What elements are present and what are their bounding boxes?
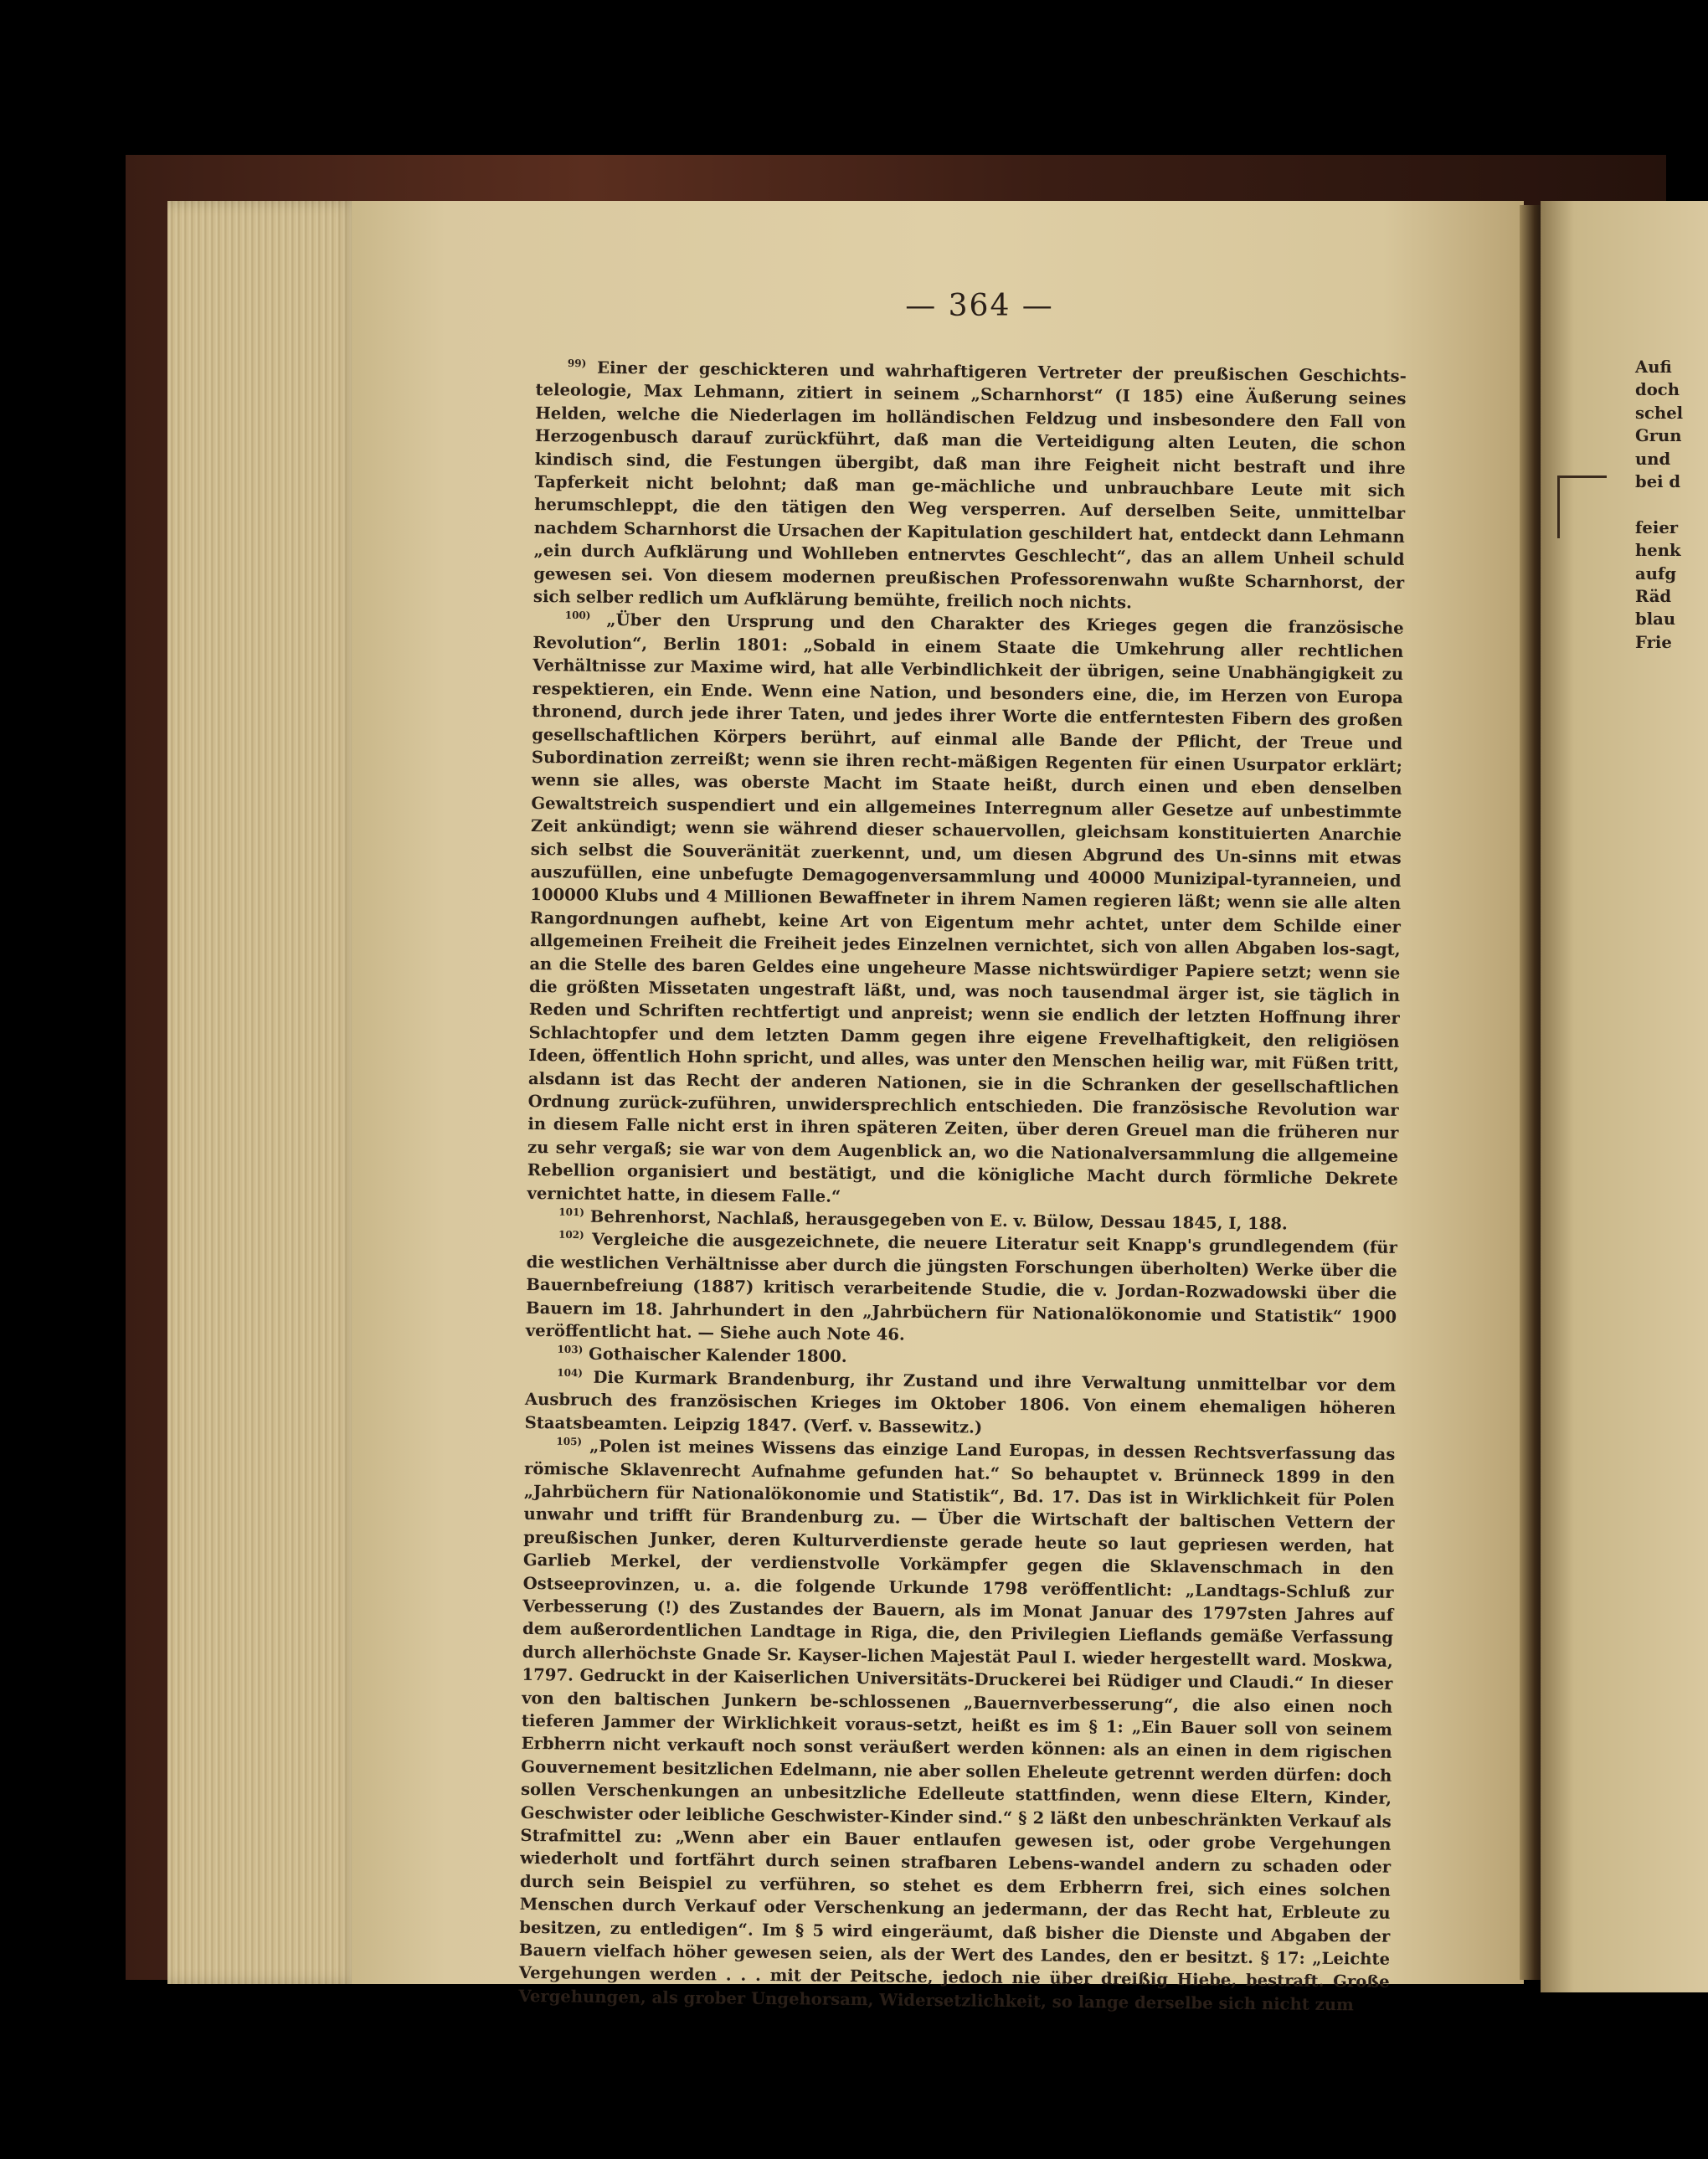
right-page-text [1635, 356, 1702, 654]
footnote-number: 99) [567, 357, 587, 370]
footnote-102 [526, 1227, 1397, 1351]
right-page-line [1635, 493, 1702, 516]
footnote-body: Die Kurmark Brandenburg, ihr Zustand und ihre Verwaltung unmittelbar vor dem Ausbruch des französischen Krieges im Oktober 1806. Von einem ehemaligen höheren Staatsbeamten. Leipzig 1847. (Verf. v. Bassewitz.) [524, 1367, 1397, 1437]
footnote-body: Einer der geschickteren und wahrhaftigeren Vertreter der preußischen Geschichts-teleologie, Max Lehmann, zitiert in seinem „Scharnhorst“ (I 185) eine Äußerung seines Helden, welche die Niederlagen im holländischen Feldzug und insbesondere den Fall von Herzogenbusch darauf zurückführt, daß man die Verteidigung alten Leuten, die schon kindisch sind, die Festungen übergibt, daß man ihre Feigheit nicht bestraft und ihre Tapferkeit nicht belohnt; daß man ge-mächliche und unbrauchbare Leute mit sich herumschleppt, die den tätigen den Weg versperren. Auf derselben Seite, unmittelbar nachdem Scharnhorst die Ursachen der Kapitulation geschildert hat, entdeckt dann Lehmann „ein durch Aufklärung und Wohlleben entnervtes Geschlecht“, das an allem Unheil schuld gewesen sei. Von diesem modernen preußischen Professorenwahn wußte Scharnhorst, der sich selber redlich um Aufklärung bemühte, freilich noch nichts. [532, 357, 1407, 613]
right-page-line: schel [1635, 403, 1684, 423]
footnote-number: 101) [558, 1205, 585, 1219]
pencil-margin-mark [1557, 475, 1607, 538]
footnote-body: „Über den Ursprung und den Charakter des Krieges gegen die französische Revolution“, Berlin 1801: „Sobald in einem Staate die Umkehrung aller rechtlichen Verhältnisse zur Maxime wird, hat alle Verbindlichkeit der übrigen, seine Unabhängigkeit zu respektieren, ein Ende. Wenn eine Nation, und besonders eine, die, im Herzen von Europa thronend, durch jede ihrer Taten, und jedes ihrer Worte die entferntesten Fibern des großen gesellschaftlichen Körpers berührt, auf einmal alle Bande der Pflicht, der Treue und Subordination zerreißt; wenn sie ihren recht-mäßigen Regenten für einen Usurpator erklärt; wenn sie alles, was oberste Macht im Staate heißt, durch einen und eben denselben Gewaltstreich suspendiert und ein allgemeines Interregnum aller Gesetze auf unbestimmte Zeit ankündigt; wenn sie während dieser schauervollen, gleichsam konstituierten Anarchie sich selbst die Souveränität zuerkennt, und, um diesen Abgrund des Un-sinns mit etwas auszufüllen, eine unbefugte Demagogenversammlung und 40000 Munizipal-tyranneien, und 100000 Klubs und 4 Millionen Bewaffneter in ihrem Namen regieren läßt; wenn sie alle alten Rangordnungen aufhebt, keine Art von Eigentum mehr achtet, unter dem Schilde einer allgemeinen Freiheit die Freiheit jedes Einzelnen vernichtet, sich von allen Abgaben los-sagt, an die Stelle des baren Geldes eine ungeheure Masse nichtswürdiger Papiere setzt; wenn sie die größten Missetaten ungestraft läßt, und, was noch tausendmal ärger ist, sie täglich in Reden und Schriften rechtfertigt und anpreist; wenn sie endlich der letzten Hoffnung ihrer Schlachtopfer und dem letzten Damm gegen ihre eigene Frevelhaftigkeit, den religiösen Ideen, öffentlich Hohn spricht, und alles, was unter den Menschen heilig war, mit Füßen tritt, alsdann ist das Recht der anderen Nationen, sie in die Schranken der gesellschaftlichen Ordnung zurück-zuführen, unwidersprechlich entschieden. Die französische Revolution war in diesem Falle nicht erst in ihren späteren Zeiten, über deren Greuel man die früheren nur zu sehr vergaß; sie war von dem Augenblick an, wo die Nationalversammlung die allgemeine Rebellion organisiert und bestätigt, und die königliche Macht durch förmliche Dekrete vernichtet hatte, in diesem Falle.“ [527, 610, 1404, 1206]
footnote-105 [518, 1434, 1395, 2017]
footnote-body: „Polen ist meines Wissens das einzige Land Europas, in dessen Rechtsverfassung das römische Sklavenrecht Aufnahme gefunden hat.“ So behauptet v. Brünneck 1899 in den „Jahrbüchern für Nationalökonomie und Statistik“, Bd. 17. Das ist in Wirklichkeit für Polen unwahr und trifft für Brandenburg zu. — Über die Wirtschaft der baltischen Vettern der preußischen Junker, deren Kulturverdienste gerade heute so laut gepriesen werden, hat Garlieb Merkel, der verdienstvolle Vorkämpfer gegen die Sklavenschmach in den Ostseeprovinzen, u. a. die folgende Urkunde 1798 veröffentlicht: „Landtags-Schluß zur Verbesserung (!) des Zustandes der Bauern, als im Monat Januar des 1797sten Jahres auf dem außerordentlichen Landtage in Riga, die, den Privilegien Lieflands gemäße Verfassung durch allerhöchste Gnade Sr. Kayser-lichen Majestät Paul I. wieder hergestellt ward. Moskwa, 1797. Gedruckt in der Kaiserlichen Universitäts-Druckerei bei Rüdiger und Claudi.“ In dieser von den baltischen Junkern be-schlossenen „Bauernverbesserung“, die also einen noch tieferen Jammer der Wirklichkeit voraus-setzt, heißt es im § 1: „Ein Bauer soll von seinem Erbherrn nicht verkauft noch sonst veräußert werden können: als an einen in dem rigischen Gouvernement besitzlichen Edelmann, nie aber sollen Eheleute getrennt werden dürfen: doch sollen Verschenkungen an unbesitzliche Edelleute stattfinden, wenn diese Eltern, Kinder, Geschwister oder leibliche Geschwister-Kinder sind.“ § 2 läßt den unbeschränkten Verkauf als Strafmittel zu: „Wenn aber ein Bauer entlaufen gewesen ist, oder grobe Vergehungen wiederholt und fortfährt durch seinen strafbaren Lebens-wandel andern zu schaden oder durch sein Beispiel zu verführen, so stehet es dem Erbherrn frei, sich eines solchen Menschen durch Verkauf oder Verschenkung an jedermann, der das Recht hat, Erbleute zu besitzen, zu entledigen“. Im § 5 wird eingeräumt, daß bisher die Dienste und Abgaben der Bauern vielfach höher gewesen seien, als der Wert des Landes, den er besitzt. § 17: „Leichte Vergehungen werden . . . mit der Peitsche, jedoch nie über dreißig Hiebe, bestraft. Große Vergehungen, als grober Ungehorsam, Widersetzlichkeit, so lange derselbe sich nicht zum [518, 1436, 1396, 2015]
right-page-line: bei d [1635, 471, 1681, 491]
footnote-100 [527, 608, 1403, 1213]
footnote-body: Gothaischer Kalender 1800. [588, 1344, 847, 1367]
right-page-line: blau [1635, 609, 1676, 630]
page-edges [167, 201, 360, 1984]
footnote-104 [525, 1365, 1397, 1443]
footnote-body: Behrenhorst, Nachlaß, herausgegeben von E. v. Bülow, Dessau 1845, I, 188. [589, 1206, 1288, 1234]
right-page-line: henk [1635, 541, 1681, 561]
right-page-line: feier [1635, 517, 1679, 537]
footnote-number: 105) [556, 1435, 583, 1448]
right-page-line: aufg [1635, 563, 1677, 583]
right-page-line: Grun [1635, 426, 1682, 446]
footnote-number: 104) [557, 1366, 584, 1379]
footnote-number: 100) [564, 609, 591, 622]
footnote-text [518, 356, 1407, 2015]
right-page-line: doch [1635, 380, 1680, 400]
page-number: — 364 — [905, 289, 1054, 323]
right-page-line: Räd [1635, 586, 1672, 606]
right-page-line: Aufi [1635, 357, 1672, 377]
footnote-body: Vergleiche die ausgezeichnete, die neuere Literatur seit Knapp's grundlegendem (für die westlichen Verhältnisse aber durch die jüngsten Forschungen überholten) Werke über die Bauernbefreiung (1887) kritisch verarbeitende Studie, die v. Jordan-Rozwadowski über die Bauern im 18. Jahrhundert in den „Jahrbüchern für Nationalökonomie und Statistik“ 1900 veröffentlicht hat. — Siehe auch Note 46. [525, 1230, 1398, 1344]
right-page-line: und [1635, 449, 1671, 469]
footnote-number: 103) [557, 1344, 584, 1356]
footnote-number: 102) [558, 1229, 584, 1241]
right-page-line: Frie [1635, 632, 1672, 652]
footnote-99 [533, 356, 1407, 617]
